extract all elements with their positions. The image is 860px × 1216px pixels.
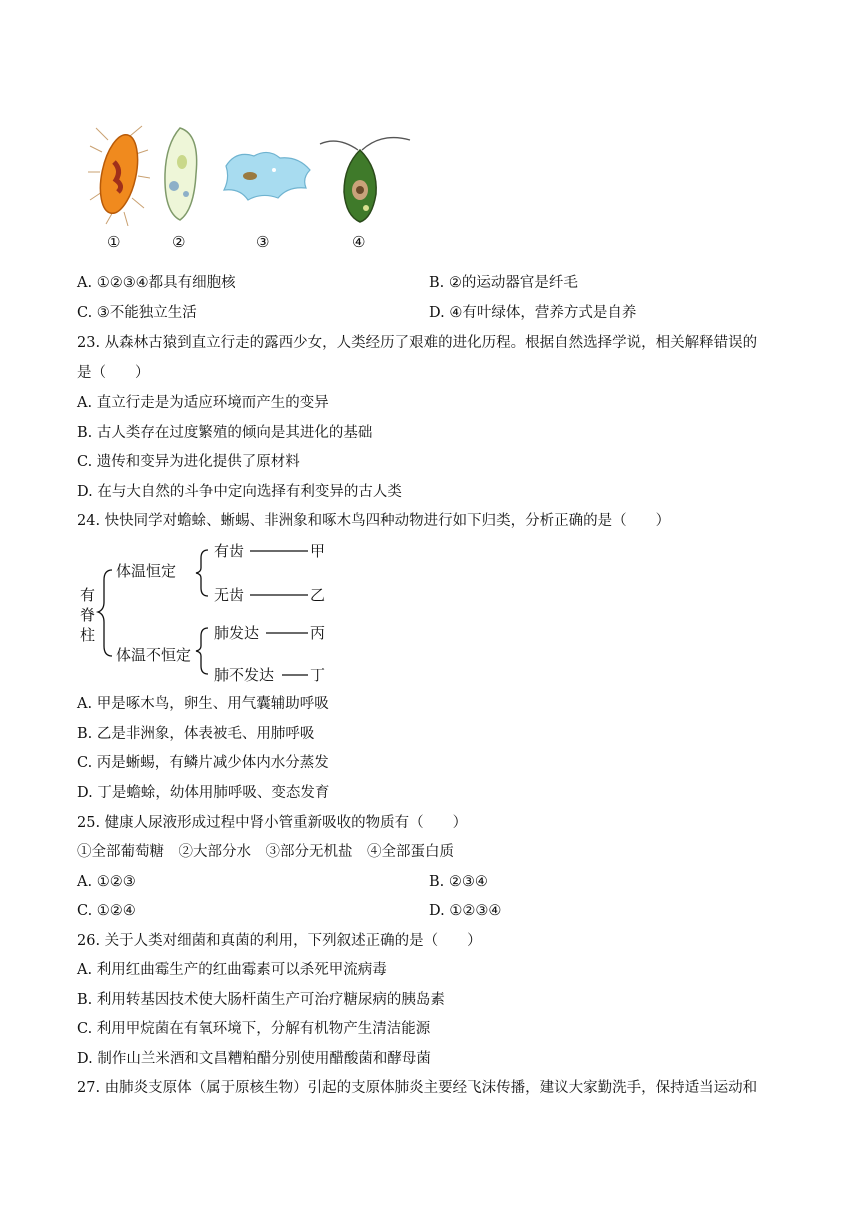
q23-stem-line2: 是（ ） xyxy=(77,365,150,381)
q25-stem: 25. 健康人尿液形成过程中肾小管重新吸收的物质有（ ） xyxy=(77,815,468,831)
q25-option-a: A. ①②③ xyxy=(77,874,136,890)
organism-label-4: ④ xyxy=(352,233,366,251)
q24-stem: 24. 快快同学对蟾蜍、蜥蜴、非洲象和啄木鸟四种动物进行如下归类，分析正确的是（ ） xyxy=(77,513,671,529)
q23-stem-line1: 23. 从森林古猿到直立行走的露西少女，人类经历了艰难的进化历程。根据自然选择学说，相关解释错误的 xyxy=(77,335,758,351)
q26-stem: 26. 关于人类对细菌和真菌的利用，下列叙述正确的是（ ） xyxy=(77,933,482,949)
bacterium-image xyxy=(88,122,150,226)
brace-cold xyxy=(196,628,208,674)
q22-option-d: D. ④有叶绿体，营养方式是自养 xyxy=(429,305,637,321)
q22-option-b: B. ②的运动器官是纤毛 xyxy=(429,275,578,291)
tree-leaf-weak-lungs: 肺不发达 xyxy=(214,666,275,684)
classification-tree xyxy=(78,538,338,688)
tree-leaf-teeth: 有齿 xyxy=(214,542,245,560)
brace-warm xyxy=(196,550,208,596)
q23-option-d: D. 在与大自然的斗争中定向选择有利变异的古人类 xyxy=(77,484,402,500)
q23-option-c: C. 遗传和变异为进化提供了原材料 xyxy=(77,454,300,470)
tree-branch-cold: 体温不恒定 xyxy=(116,646,192,664)
q27-stem-line1: 27. 由肺炎支原体（属于原核生物）引起的支原体肺炎主要经飞沫传播，建议大家勤洗手，保持适当运动和 xyxy=(77,1080,758,1096)
q22-option-c: C. ③不能独立生活 xyxy=(77,305,197,321)
q26-option-c: C. 利用甲烷菌在有氧环境下，分解有机物产生清洁能源 xyxy=(77,1021,431,1037)
organism-label-1: ① xyxy=(107,233,121,251)
q26-option-b: B. 利用转基因技术使大肠杆菌生产可治疗糖尿病的胰岛素 xyxy=(77,992,445,1008)
euglena-image xyxy=(318,128,414,226)
q23-option-a: A. 直立行走是为适应环境而产生的变异 xyxy=(77,395,329,411)
q26-option-a: A. 利用红曲霉生产的红曲霉素可以杀死甲流病毒 xyxy=(77,962,387,978)
tree-root-char-3: 柱 xyxy=(80,626,96,644)
q25-option-b: B. ②③④ xyxy=(429,874,488,890)
q25-option-c: C. ①②④ xyxy=(77,903,136,919)
q26-option-d: D. 制作山兰米酒和文昌糟粕醋分别使用醋酸菌和酵母菌 xyxy=(77,1051,431,1067)
tree-label-jia: 甲 xyxy=(310,542,326,560)
amoeba-image xyxy=(218,148,314,202)
tree-branch-warm: 体温恒定 xyxy=(116,562,177,580)
q24-option-c: C. 丙是蜥蜴，有鳞片减少体内水分蒸发 xyxy=(77,755,329,771)
tree-label-ding: 丁 xyxy=(310,666,326,684)
q24-option-a: A. 甲是啄木鸟，卵生、用气囊辅助呼吸 xyxy=(77,696,329,712)
q24-option-d: D. 丁是蟾蜍，幼体用肺呼吸、变态发育 xyxy=(77,785,330,801)
q22-option-a: A. ①②③④都具有细胞核 xyxy=(77,275,236,291)
tree-root-char-2: 脊 xyxy=(80,606,96,624)
tree-label-bing: 丙 xyxy=(310,624,326,642)
q23-option-b: B. 古人类存在过度繁殖的倾向是其进化的基础 xyxy=(77,425,373,441)
root-brace xyxy=(98,570,112,656)
tree-leaf-no-teeth: 无齿 xyxy=(214,586,245,604)
organism-label-3: ③ xyxy=(256,233,270,251)
paramecium-image xyxy=(160,124,202,224)
q25-items: ①全部葡萄糖 ②大部分水 ③部分无机盐 ④全部蛋白质 xyxy=(77,844,454,860)
tree-leaf-lungs: 肺发达 xyxy=(214,624,260,642)
q24-option-b: B. 乙是非洲象，体表被毛、用肺呼吸 xyxy=(77,726,315,742)
tree-label-yi: 乙 xyxy=(310,586,326,604)
tree-root-char-1: 有 xyxy=(80,586,96,604)
q25-option-d: D. ①②③④ xyxy=(429,903,502,919)
organism-label-2: ② xyxy=(172,233,186,251)
